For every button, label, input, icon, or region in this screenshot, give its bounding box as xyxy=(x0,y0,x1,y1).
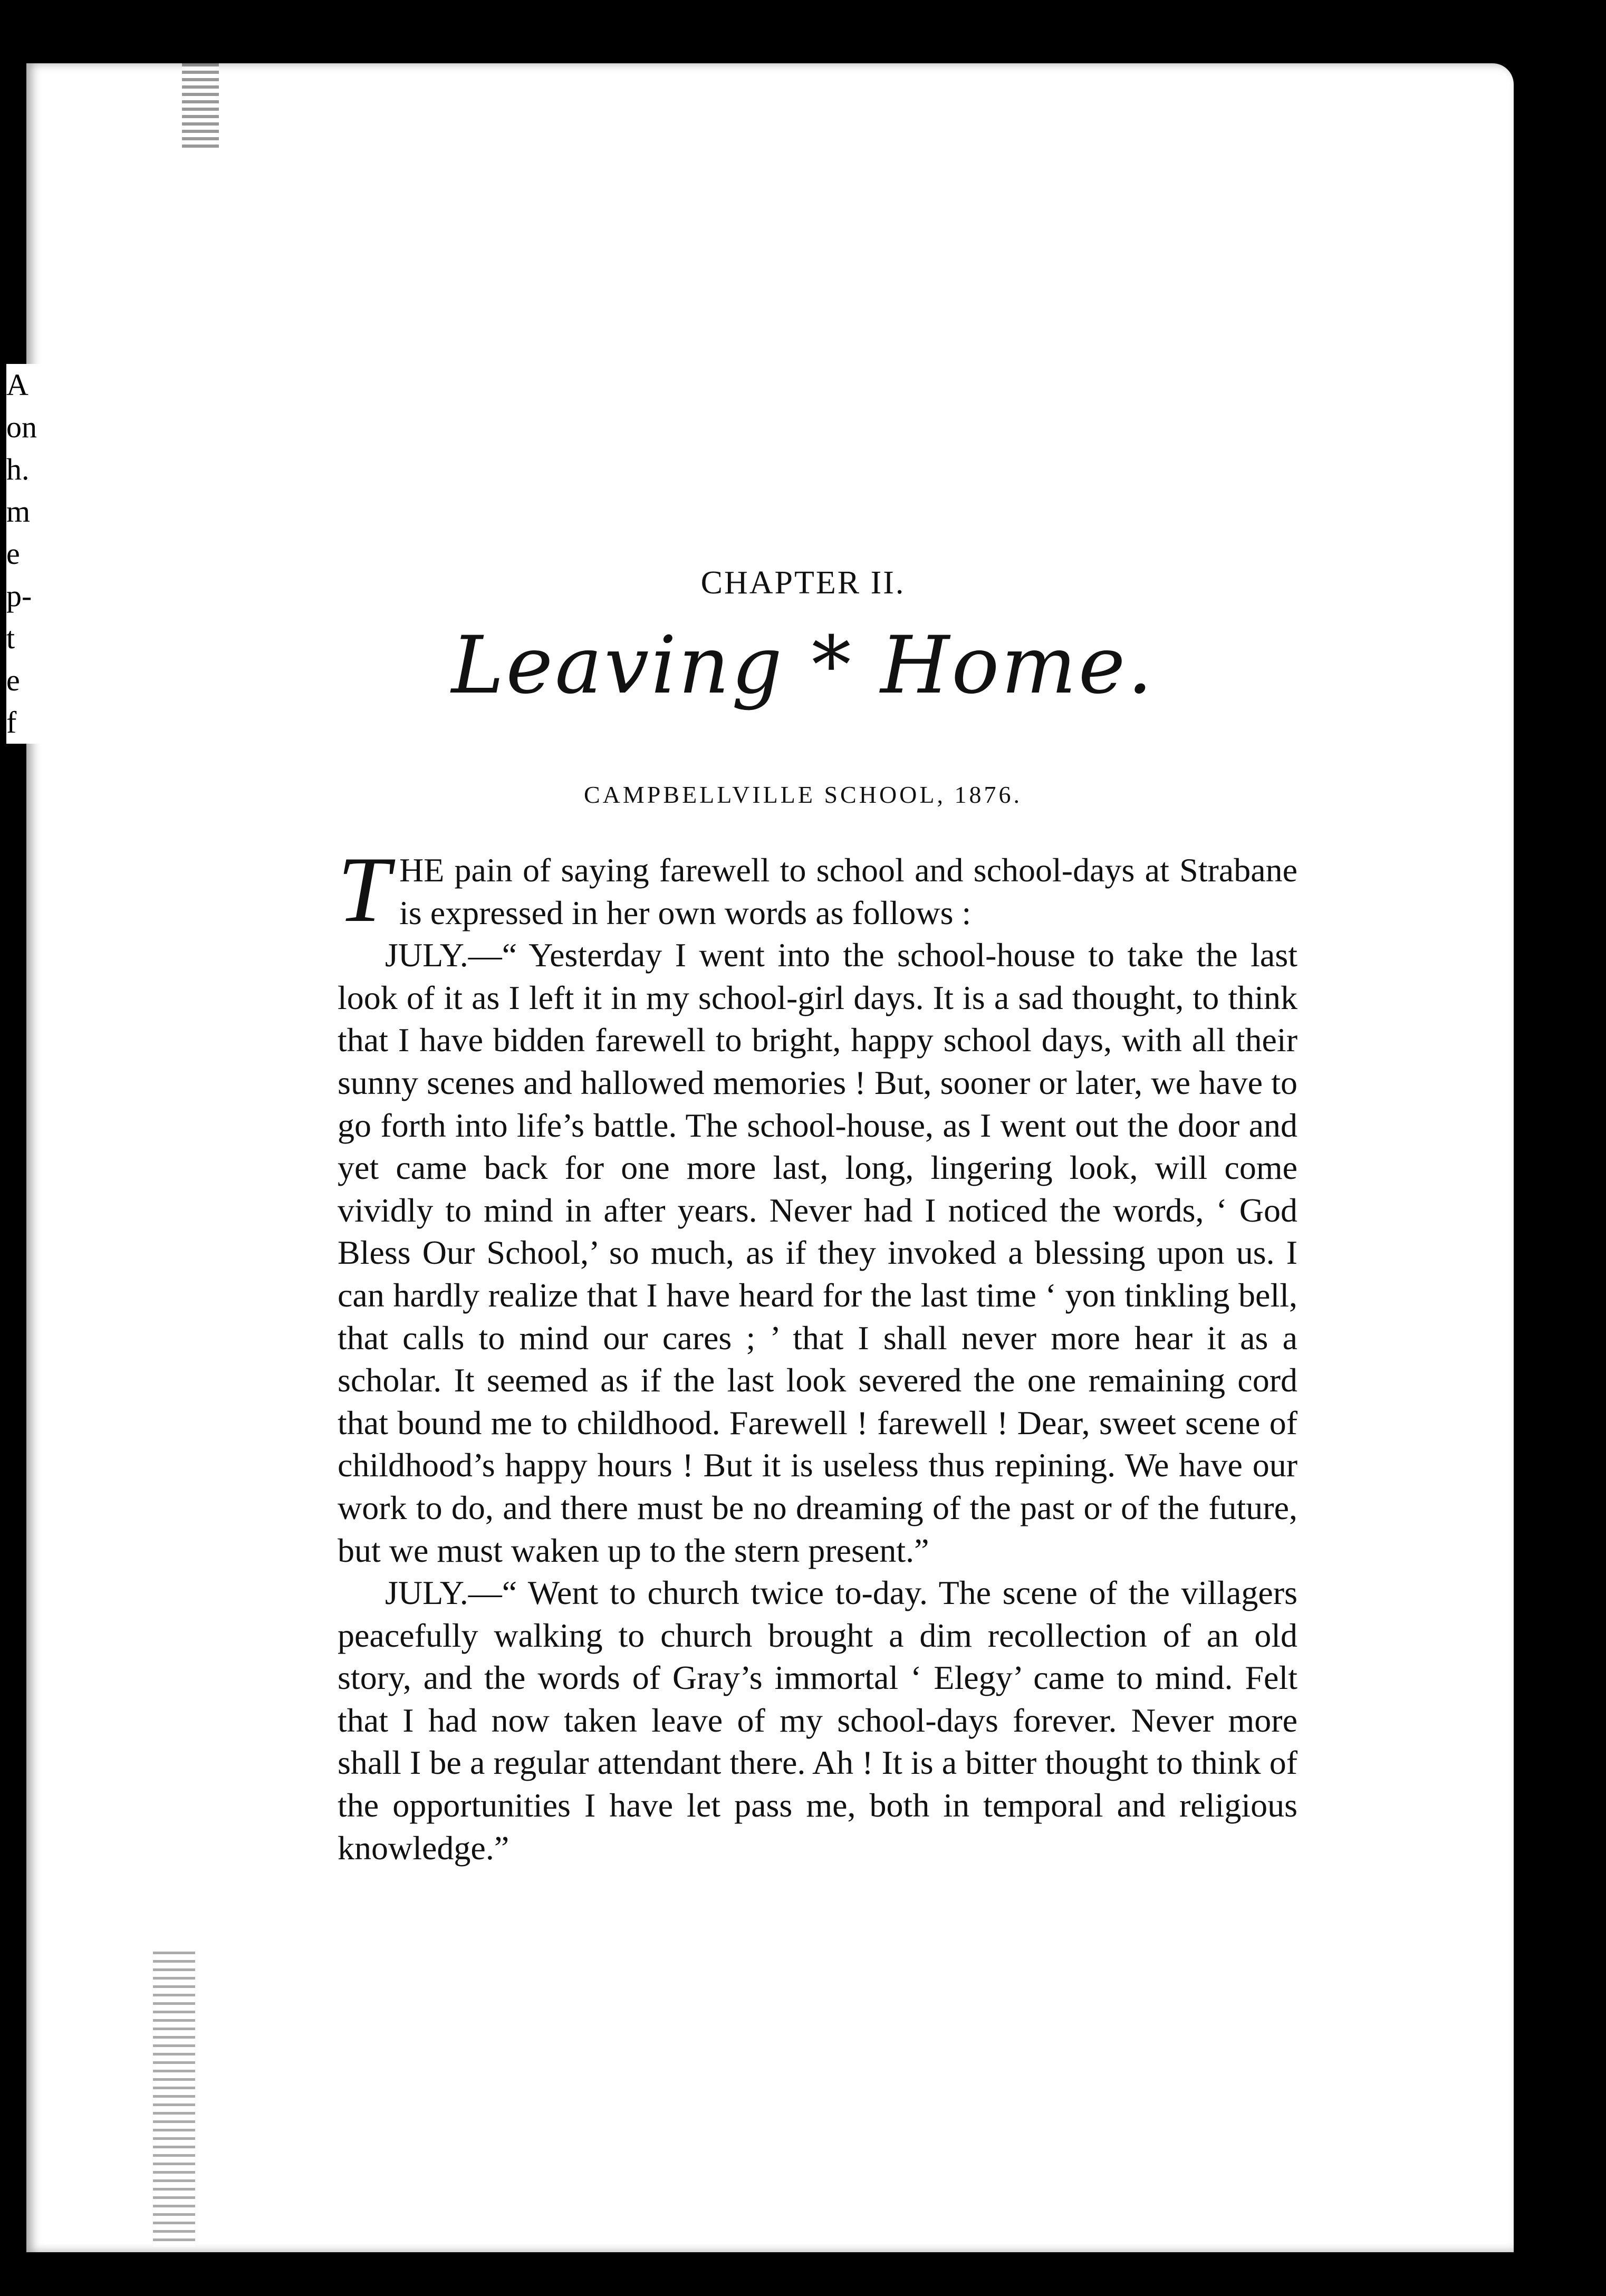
entry-text: —“ Yesterday I went into the school-house to take the last look of it as I left it in my school-girl days. It is a sad thought, to think that I have bidden farewell to bright, happy school days, with all their sunny scenes and hallowed memories ! But, sooner or later, we have to go forth into life’s battle. The school-house, as I went out the door and yet came back for one more last, long, lingering look, will come vividly to mind in after years. Never had I noticed the words, ‘ God Bless Our School,’ so much, as if they invoked a blessing upon us. I can hardly realize that I have heard for the last time ‘ yon tinkling bell, that calls to mind our cares ; ’ that I shall never more hear it as a scholar. It seemed as if the last look severed the one remaining cord that bound me to childhood. Farewell ! farewell ! Dear, sweet scene of childhood’s happy hours ! But it is useless thus repining. We have our work to do, and there must be no dreaming of the past or of the future, but we must waken up to the stern present.” xyxy=(338,936,1297,1569)
fragment: on xyxy=(6,410,37,444)
fragment: h. xyxy=(6,452,30,486)
chapter-number: CHAPTER II. xyxy=(700,565,906,601)
fragment: A xyxy=(6,368,28,402)
fragment: e xyxy=(6,536,20,571)
intro-paragraph xyxy=(338,837,1297,942)
paragraph-text: HE pain of saying farewell to school and school-days at Strabane is expressed in her own words as follows : xyxy=(399,851,1297,931)
entry-date: JULY. xyxy=(385,1574,468,1612)
entry-text: —“ Went to church twice to-day. The scene of the villagers peacefully walking to church brought a dim recollection of an old story, and the words of Gray’s immortal ‘ Elegy’ came to mind. Felt that I had now taken leave of my school-days forever. Never more shall I be a regular attendant there. Ah ! It is a bitter thought to think of the opportunities I have let pass me, both in temporal and religious knowledge.” xyxy=(338,1574,1297,1867)
chapter-subtitle: CAMPBELLVILLE SCHOOL, 1876. xyxy=(584,781,1022,808)
diary-entry xyxy=(338,1572,1297,1869)
binding-shadow-bottom xyxy=(153,1952,195,2247)
chapter-body xyxy=(338,837,1297,1869)
entry-date: JULY. xyxy=(385,936,468,974)
binding-shadow-top xyxy=(182,63,219,148)
fragment: f xyxy=(6,705,17,739)
drop-cap: T xyxy=(338,837,390,942)
diary-entry xyxy=(338,934,1297,1572)
chapter-title: Leaving * Home. xyxy=(451,620,1155,712)
fragment: p- xyxy=(6,579,32,613)
fragment: e xyxy=(6,663,20,697)
fragment: m xyxy=(6,494,31,529)
fragment: t xyxy=(6,621,15,655)
